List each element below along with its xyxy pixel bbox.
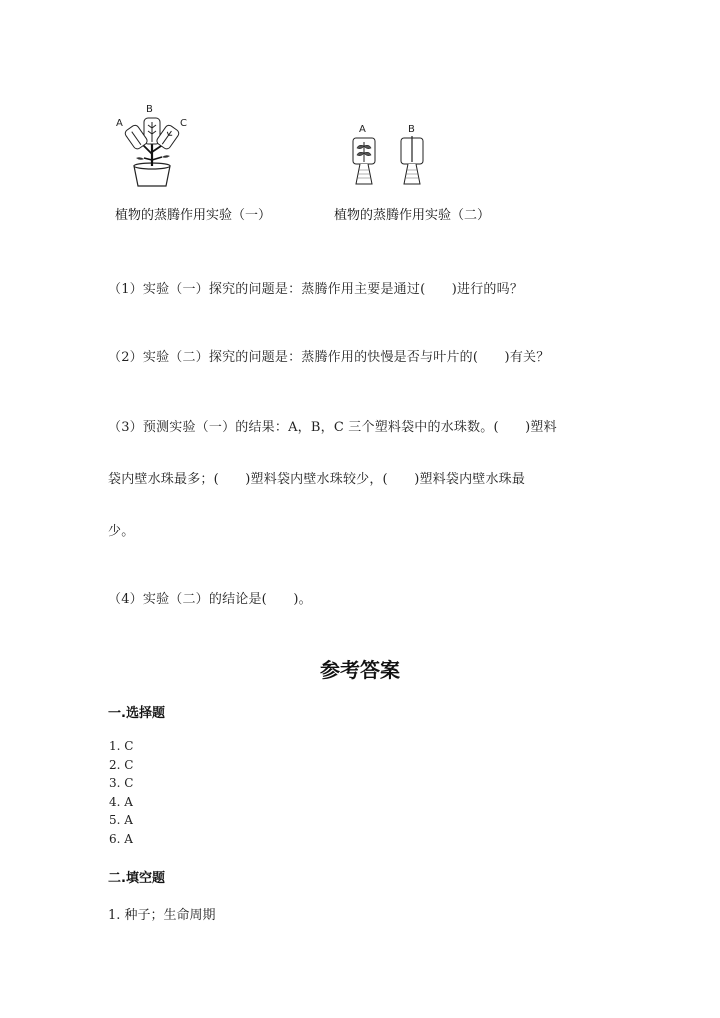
caption-experiment-2: 植物的蒸腾作用实验（二）	[334, 208, 491, 223]
caption-experiment-1: 植物的蒸腾作用实验（一）	[115, 208, 272, 223]
figure-experiment-2	[348, 122, 428, 190]
label-a: A	[359, 124, 366, 135]
list-item: 2. C	[109, 757, 134, 772]
figure-experiment-1	[108, 100, 198, 192]
list-item: 6. A	[109, 831, 133, 846]
label-a: A	[116, 118, 123, 129]
question-2: （2）实验（二）探究的问题是：蒸腾作用的快慢是否与叶片的( )有关？	[108, 350, 550, 365]
answer-key-title: 参考答案	[320, 658, 400, 682]
fill-answer-1: 1. 种子；生命周期	[108, 908, 216, 923]
section-heading-choice: 一.选择题	[108, 706, 165, 721]
question-4: （4）实验（二）的结论是( )。	[108, 592, 312, 607]
plant-pot-bags-illustration	[108, 100, 198, 192]
list-item: 4. A	[109, 794, 133, 809]
question-3-line-1: （3）预测实验（一）的结果：A，B，C 三个塑料袋中的水珠数。( )塑料	[108, 420, 557, 435]
question-1: （1）实验（一）探究的问题是：蒸腾作用主要是通过( )进行的吗？	[108, 282, 524, 297]
choice-answer-list	[109, 737, 133, 849]
list-item: 3. C	[109, 776, 134, 791]
label-c: C	[180, 118, 187, 129]
section-heading-fill: 二.填空题	[108, 871, 165, 886]
list-item: 5. A	[109, 813, 133, 828]
list-item: 1. C	[109, 739, 134, 753]
label-b: B	[146, 104, 153, 115]
question-3-line-2: 袋内壁水珠最多；( )塑料袋内壁水珠较少，( )塑料袋内壁水珠最	[108, 472, 526, 487]
question-3-line-3: 少。	[108, 524, 135, 539]
label-b: B	[408, 124, 415, 135]
